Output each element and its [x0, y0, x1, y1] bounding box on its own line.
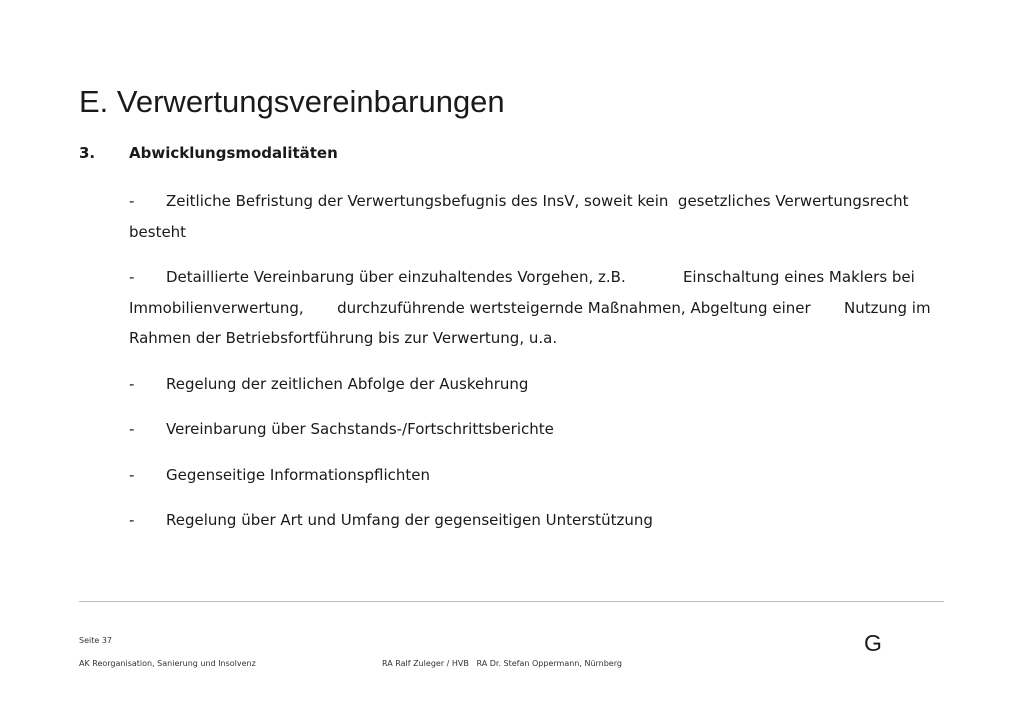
bullet-text: Vereinbarung über Sachstands-/Fortschrittsberichte	[166, 420, 554, 438]
bullet-dash: -	[129, 420, 135, 438]
bullet-dash: -	[129, 511, 135, 529]
bullet-item	[129, 262, 969, 354]
footer-authors: RA Ralf Zuleger / HVB RA Dr. Stefan Oppermann, Nürnberg	[382, 659, 622, 668]
bullet-text: Detaillierte Vereinbarung über einzuhaltendes Vorgehen, z.B. Einschaltung eines Maklers bei Immobilienverwertung, durchzuführende wertsteigernde Maßnahmen, Abgeltung einer Nutzung im Rahmen der Betriebsfortführung bis zur Verwertung, u.a.	[129, 268, 936, 347]
bullet-item	[129, 186, 969, 247]
section-heading-text: Abwicklungsmodalitäten	[129, 144, 338, 162]
footer-divider	[79, 601, 944, 602]
footer-logo: G	[864, 630, 882, 656]
bullet-item	[129, 414, 969, 445]
bullet-text: Gegenseitige Informationspflichten	[166, 465, 431, 484]
bullet-item	[129, 505, 969, 536]
bullet-text: Regelung der zeitlichen Abfolge der Auskehrung	[166, 374, 529, 393]
bullet-list	[129, 186, 969, 551]
bullet-item	[129, 369, 969, 400]
footer-page-number: Seite 37	[79, 636, 113, 645]
footer-organization: AK Reorganisation, Sanierung und Insolvenz	[79, 659, 256, 668]
bullet-dash: -	[129, 465, 135, 484]
bullet-dash: -	[129, 268, 135, 286]
section-number: 3.	[79, 144, 96, 162]
bullet-dash: -	[129, 374, 135, 393]
bullet-text: Zeitliche Befristung der Verwertungsbefugnis des InsV, soweit kein gesetzliches Verwertungsrecht besteht	[129, 192, 914, 241]
section-heading	[79, 144, 338, 162]
slide-title: E. Verwertungsvereinbarungen	[79, 84, 505, 119]
bullet-text: Regelung über Art und Umfang der gegenseitigen Unterstützung	[166, 511, 653, 529]
bullet-dash: -	[129, 192, 135, 210]
bullet-item	[129, 460, 969, 491]
